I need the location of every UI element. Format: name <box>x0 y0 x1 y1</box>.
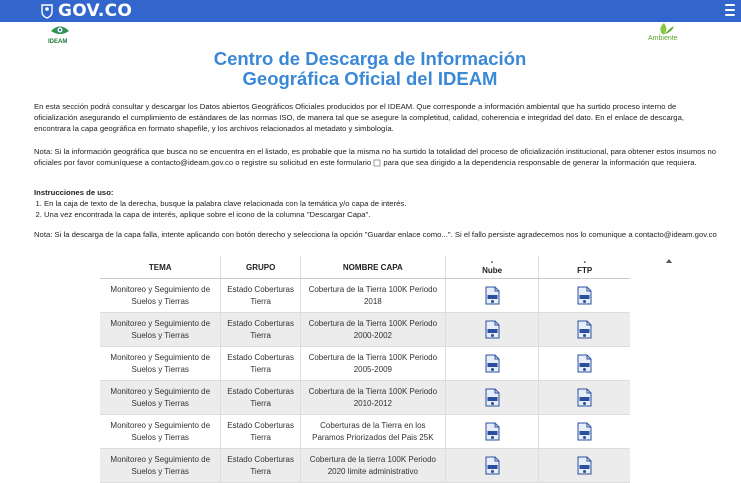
layers-table <box>100 256 630 483</box>
cell-nombre-capa: Cobertura de la Tierra 100K Periodo 2018 <box>300 279 445 313</box>
cell-nube <box>445 279 539 313</box>
table-row <box>100 347 630 381</box>
cell-nube <box>445 449 539 483</box>
ftp-download-icon[interactable] <box>576 286 593 305</box>
instruction-item: 2. Una vez encontrada la capa de interés, aplique sobre el icono de la columna "Descargar Capa". <box>44 209 718 220</box>
form-link-icon[interactable] <box>373 159 381 167</box>
cell-nube <box>445 313 539 347</box>
cell-tema: Monitoreo y Seguimiento de Suelos y Tierras <box>100 347 221 381</box>
col-header-grupo[interactable]: GRUPO <box>221 256 300 279</box>
ideam-logo <box>48 22 72 48</box>
cell-grupo: Estado Coberturas Tierra <box>221 415 300 449</box>
cell-ftp <box>539 381 630 415</box>
ftp-download-icon[interactable] <box>576 320 593 339</box>
cell-nombre-capa: Coberturas de la Tierra en los Paramos Priorizados del Pais 25K <box>300 415 445 449</box>
note-text-before: Nota: Si la información geográfica que busca no se encuentra en el listado, es probable que la misma no ha surtido la totalidad del proceso de oficialización institucional, para obtener estos insumos no oficiales por favor comuníquese a contacto@ideam.gov.co o registre su solicitud en este formulario <box>34 147 717 168</box>
hamburger-menu-icon[interactable] <box>725 4 735 17</box>
ambiente-logo-text: Ambiente <box>648 35 678 42</box>
ideam-logo-text: IDEAM <box>48 39 68 45</box>
cloud-download-icon[interactable] <box>484 422 501 441</box>
page-title <box>150 49 590 89</box>
cell-nube <box>445 381 539 415</box>
ambiente-leaf-icon <box>648 22 682 36</box>
cell-nube <box>445 415 539 449</box>
gov-co-logo[interactable] <box>40 2 132 20</box>
col-header-nube[interactable]: • Nube <box>445 256 539 279</box>
col-header-ftp[interactable]: • FTP <box>539 256 630 279</box>
table-header-row <box>100 256 630 279</box>
table-row <box>100 279 630 313</box>
ftp-download-icon[interactable] <box>576 354 593 373</box>
cell-grupo: Estado Coberturas Tierra <box>221 449 300 483</box>
cell-ftp <box>539 347 630 381</box>
instructions-heading: Instrucciones de uso: <box>34 188 114 197</box>
cloud-download-icon[interactable] <box>484 354 501 373</box>
scroll-up-arrow-icon[interactable] <box>666 259 672 263</box>
cloud-download-icon[interactable] <box>484 320 501 339</box>
page-title-line1: Centro de Descarga de Información <box>213 48 527 69</box>
cell-nombre-capa: Cobertura de la Tierra 100K Periodo 2005-2009 <box>300 347 445 381</box>
col-header-tema[interactable]: TEMA <box>100 256 221 279</box>
gov-topbar <box>0 0 741 22</box>
cell-tema: Monitoreo y Seguimiento de Suelos y Tierras <box>100 381 221 415</box>
instructions <box>34 187 718 221</box>
ftp-download-icon[interactable] <box>576 456 593 475</box>
ftp-download-icon[interactable] <box>576 422 593 441</box>
col-header-ftp-label: FTP <box>577 265 593 275</box>
cell-grupo: Estado Coberturas Tierra <box>221 313 300 347</box>
cell-tema: Monitoreo y Seguimiento de Suelos y Tierras <box>100 449 221 483</box>
note-paragraph <box>34 146 718 168</box>
cell-ftp <box>539 415 630 449</box>
cell-tema: Monitoreo y Seguimiento de Suelos y Tierras <box>100 279 221 313</box>
cell-nombre-capa: Cobertura de la Tierra 100K Periodo 2010-2012 <box>300 381 445 415</box>
instruction-item: 1. En la caja de texto de la derecha, busque la palabra clave relacionada con la temática y/o capa de interés. <box>44 198 718 209</box>
cell-grupo: Estado Coberturas Tierra <box>221 381 300 415</box>
table-row <box>100 415 630 449</box>
cloud-download-icon[interactable] <box>484 388 501 407</box>
ambiente-logo <box>648 22 682 46</box>
table-scrollbar[interactable] <box>663 254 675 483</box>
table-row <box>100 449 630 483</box>
cloud-download-icon[interactable] <box>484 456 501 475</box>
gov-co-logo-text: GOV.CO <box>58 1 133 21</box>
cell-grupo: Estado Coberturas Tierra <box>221 279 300 313</box>
cell-ftp <box>539 313 630 347</box>
cloud-download-icon[interactable] <box>484 286 501 305</box>
cell-ftp <box>539 449 630 483</box>
cell-tema: Monitoreo y Seguimiento de Suelos y Tierras <box>100 415 221 449</box>
page-title-line2: Geográfica Oficial del IDEAM <box>242 68 498 89</box>
intro-paragraph: En esta sección podrá consultar y descargar los Datos abiertos Geográficos Oficiales producidos por el IDEAM. Que corresponde a información ambiental que ha surtido proceso interno de oficialización asegurando el cumplimiento de estándares de las normas ISO, de manera tal que se asegure la completitud, calidad, coherencia e integridad del dato. En el enlace de descarga, encontrara la capa geográfica en formato shapefile, y los archivos relacionados al metadato y simbología. <box>34 102 684 134</box>
col-header-nube-label: Nube <box>482 265 503 275</box>
table-row <box>100 313 630 347</box>
col-header-nombre-capa[interactable]: NOMBRE CAPA <box>300 256 445 279</box>
colombia-shield-icon <box>40 3 54 19</box>
ftp-download-icon[interactable] <box>576 388 593 407</box>
cell-tema: Monitoreo y Seguimiento de Suelos y Tierras <box>100 313 221 347</box>
cell-ftp <box>539 279 630 313</box>
ideam-eye-icon <box>48 22 72 40</box>
cell-nombre-capa: Cobertura de la Tierra 100K Periodo 2000-2002 <box>300 313 445 347</box>
cell-grupo: Estado Coberturas Tierra <box>221 347 300 381</box>
download-note: Nota: Si la descarga de la capa falla, intente aplicando con botón derecho y selecciona la opción "Guardar enlace como...". Si el fallo persiste agradecemos nos lo comunique a contacto@ideam.gov.co <box>34 230 717 239</box>
cell-nombre-capa: Cobertura de la tierra 100K Periodo 2020 limite administrativo <box>300 449 445 483</box>
table-row <box>100 381 630 415</box>
cell-nube <box>445 347 539 381</box>
note-text-after: para que sea dirigido a la dependencia responsable de generar la información que requiera. <box>383 158 697 168</box>
